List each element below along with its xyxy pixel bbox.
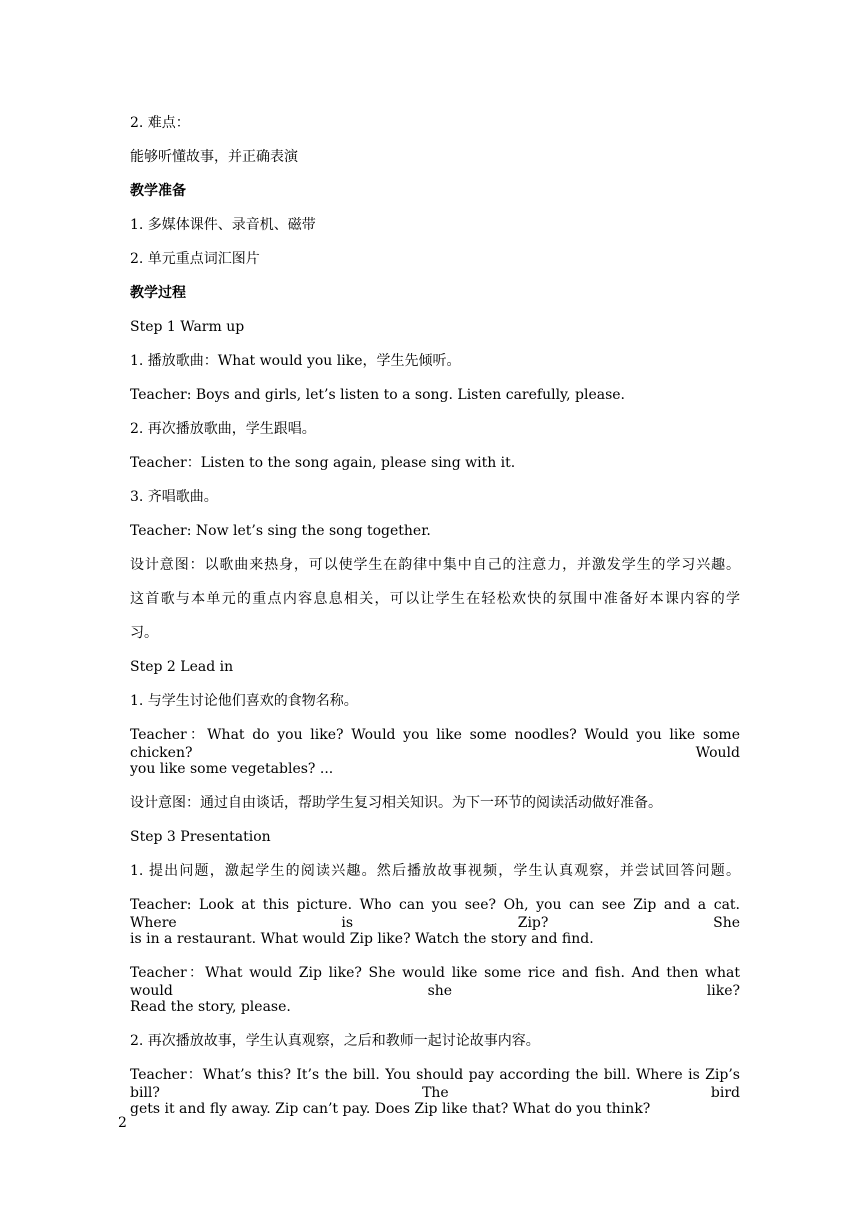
text-line: 2. 难点： bbox=[130, 115, 190, 131]
text-line: 1. 提出问题，激起学生的阅读兴趣。然后播放故事视频，学生认真观察，并尝试回答问题。 bbox=[130, 863, 740, 879]
text-line: 能够听懂故事，并正确表演 bbox=[130, 149, 298, 165]
text-line: 2. 再次播放歌曲，学生跟唱。 bbox=[130, 421, 316, 437]
text-line: Teacher：What would Zip like? She would like some rice and fish. And then what would she like? bbox=[130, 965, 740, 999]
text-line: Step 1 Warm up bbox=[130, 319, 245, 335]
text-line: Teacher: Now let’s sing the song together. bbox=[130, 523, 431, 539]
text-line: 2. 再次播放故事，学生认真观察，之后和教师一起讨论故事内容。 bbox=[130, 1033, 540, 1049]
text-line: 习。 bbox=[130, 625, 158, 641]
text-line: Read the story, please. bbox=[130, 999, 291, 1015]
text-line: 1. 播放歌曲：What would you like，学生先倾听。 bbox=[130, 353, 461, 369]
text-line: 2. 单元重点词汇图片 bbox=[130, 251, 260, 267]
text-line: Teacher: Look at this picture. Who can you see? Oh, you can see Zip and a cat. Where is Zip? She bbox=[130, 897, 740, 931]
text-line: 设计意图：通过自由谈话，帮助学生复习相关知识。为下一环节的阅读活动做好准备。 bbox=[130, 795, 662, 811]
text-line: 3. 齐唱歌曲。 bbox=[130, 489, 218, 505]
text-line: Teacher: Boys and girls, let’s listen to a song. Listen carefully, please. bbox=[130, 387, 625, 403]
section-heading: 教学过程 bbox=[130, 285, 186, 301]
section-heading: 教学准备 bbox=[130, 183, 186, 199]
text-line: 这首歌与本单元的重点内容息息相关，可以让学生在轻松欢快的氛围中准备好本课内容的学 bbox=[130, 591, 740, 607]
text-line: gets it and fly away. Zip can’t pay. Does Zip like that? What do you think? bbox=[130, 1101, 651, 1117]
page-number: 2 bbox=[118, 1115, 127, 1131]
text-line: you like some vegetables? ... bbox=[130, 761, 334, 777]
text-line: is in a restaurant. What would Zip like? Watch the story and find. bbox=[130, 931, 594, 947]
text-line: Teacher：Listen to the song again, please sing with it. bbox=[130, 455, 516, 471]
text-line: Step 2 Lead in bbox=[130, 659, 234, 675]
text-line: Teacher：What’s this? It’s the bill. You should pay according the bill. Where is Zip’s bill? The bird bbox=[130, 1067, 740, 1101]
text-line: 设计意图：以歌曲来热身，可以使学生在韵律中集中自己的注意力，并激发学生的学习兴趣。 bbox=[130, 557, 740, 573]
text-line: Teacher：What do you like? Would you like some noodles? Would you like some chicken? Would bbox=[130, 727, 740, 761]
text-line: Step 3 Presentation bbox=[130, 829, 271, 845]
text-line: 1. 与学生讨论他们喜欢的食物名称。 bbox=[130, 693, 358, 709]
text-line: 1. 多媒体课件、录音机、磁带 bbox=[130, 217, 316, 233]
